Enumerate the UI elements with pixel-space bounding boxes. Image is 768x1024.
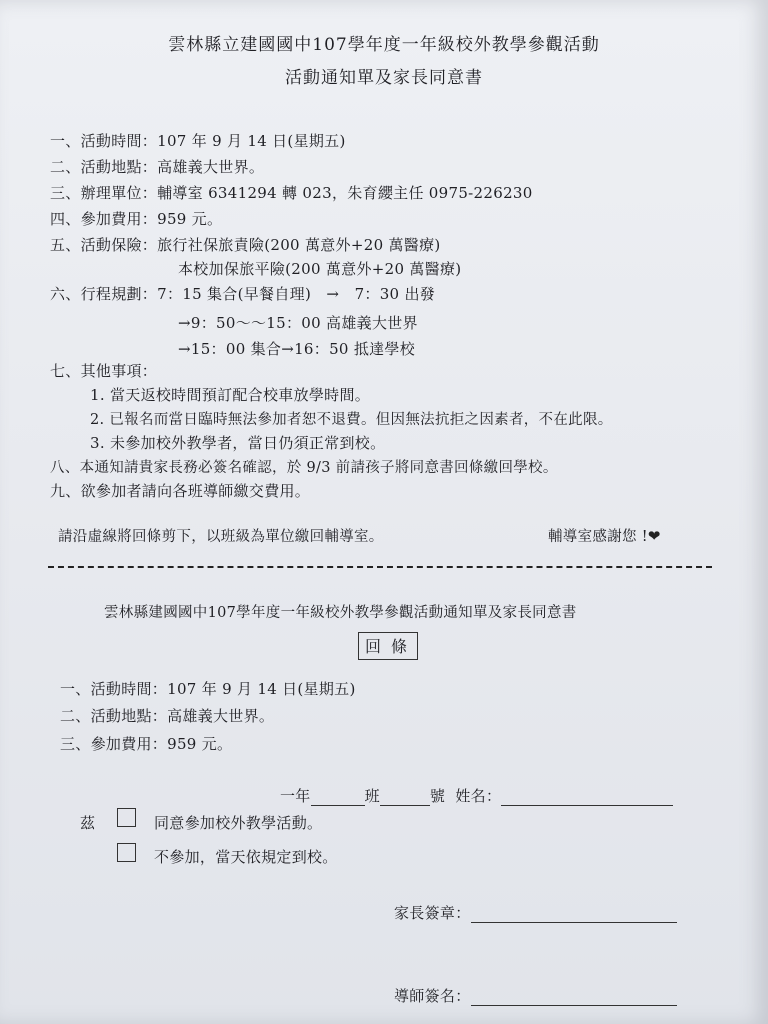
document-title: 雲林縣立建國國中107學年度一年級校外教學參觀活動 [168, 35, 600, 55]
agree-checkbox[interactable] [117, 808, 136, 827]
student-info-row [280, 785, 673, 806]
name-label: 姓名： [455, 787, 502, 805]
notice-item-payment: 九、欲參加者請向各班導師繳交費用。 [50, 482, 311, 500]
notice-item-schedule: 六、行程規劃：7：15 集合(早餐自理) → 7：30 出發 [50, 285, 436, 303]
cut-instruction: 請沿虛線將回條剪下，以班級為單位繳回輔導室。 [58, 529, 384, 545]
decline-checkbox[interactable] [117, 843, 136, 862]
notice-item-other-2: 2. 已報名而當日臨時無法參加者恕不退費。但因無法抗拒之因素者，不在此限。 [90, 412, 613, 428]
notice-item-fee: 四、參加費用：959 元。 [50, 210, 223, 228]
reply-item-time: 一、活動時間：107 年 9 月 14 日(星期五) [60, 680, 356, 698]
notice-item-organizer: 三、辦理單位：輔導室 6341294 轉 023，朱育纓主任 0975-226230 [50, 184, 533, 202]
parent-signature-row [394, 902, 677, 923]
notice-item-schedule-2: →9：50～～15：00 高雄義大世界 [178, 314, 418, 332]
thanks-text: 輔導室感謝您 ! [548, 529, 648, 545]
notice-item-insurance-2: 本校加保旅平險(200 萬意外+20 萬醫療) [178, 260, 462, 278]
notice-item-time: 一、活動時間：107 年 9 月 14 日(星期五) [50, 132, 346, 150]
number-label: 號 [429, 787, 446, 805]
decline-option-label: 不參加，當天依規定到校。 [154, 848, 338, 866]
thanks-note [548, 525, 661, 546]
cut-line [48, 566, 712, 568]
class-blank[interactable] [311, 791, 365, 806]
document-subtitle: 活動通知單及家長同意書 [285, 68, 483, 88]
reply-item-location: 二、活動地點：高雄義大世界。 [60, 707, 275, 725]
notice-item-return: 八、本通知請貴家長務必簽名確認，於 9/3 前請孩子將同意書回條繳回學校。 [50, 460, 558, 476]
reply-item-fee: 三、參加費用：959 元。 [60, 735, 233, 753]
notice-item-other-3: 3. 未參加校外教學者，當日仍須正常到校。 [90, 434, 386, 452]
number-blank[interactable] [380, 791, 430, 806]
reply-title: 雲林縣建國國中107學年度一年級校外教學參觀活動通知單及家長同意書 [104, 605, 577, 621]
notice-item-location: 二、活動地點：高雄義大世界。 [50, 158, 265, 176]
parent-signature-blank[interactable] [471, 908, 677, 923]
heart-icon: ❤ [647, 527, 661, 545]
grade-label: 一年 [280, 787, 311, 805]
teacher-signature-blank[interactable] [471, 991, 677, 1006]
agree-option-label: 同意參加校外教學活動。 [154, 814, 323, 832]
teacher-sign-label: 導師簽名： [394, 987, 471, 1005]
notice-item-other-1: 1. 當天返校時間預訂配合校車放學時間。 [90, 386, 371, 404]
teacher-signature-row [394, 985, 677, 1006]
class-label: 班 [364, 787, 380, 805]
notice-item-insurance: 五、活動保險：旅行社保旅責險(200 萬意外+20 萬醫療) [50, 236, 441, 254]
notice-item-schedule-3: →15：00 集合→16：50 抵達學校 [178, 340, 416, 358]
notice-item-other: 七、其他事項： [50, 362, 158, 380]
zi-label: 茲 [80, 814, 96, 832]
parent-sign-label: 家長簽章： [394, 904, 471, 922]
reply-slip-label: 回條 [358, 632, 418, 660]
name-blank[interactable] [501, 791, 673, 806]
